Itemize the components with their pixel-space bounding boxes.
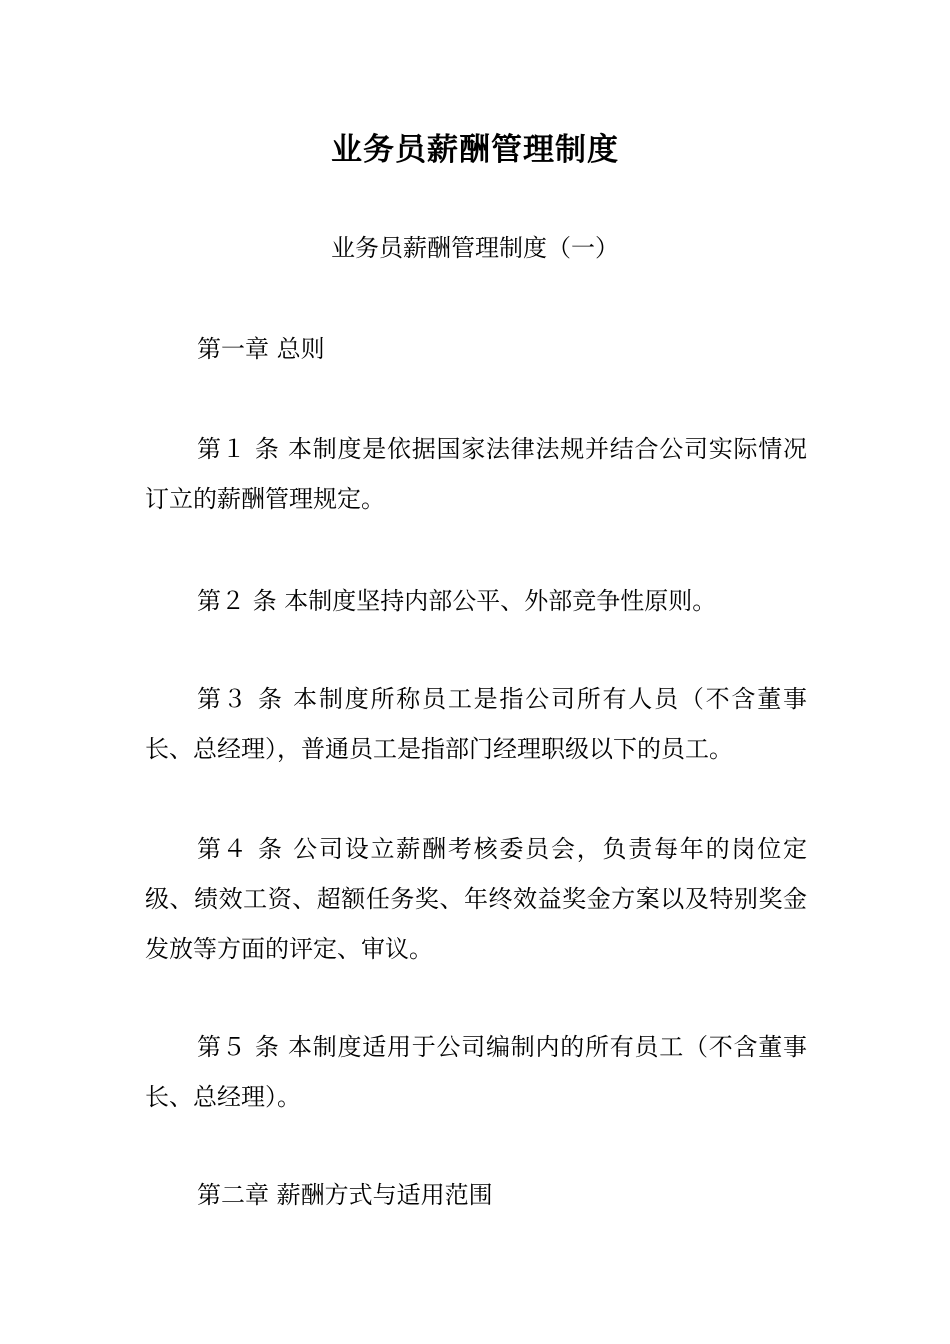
chapter-heading-2: 第二章 薪酬方式与适用范围 [197, 1181, 493, 1209]
article-4: 第４ 条 公司设立薪酬考核委员会，负责每年的岗位定级、绩效工资、超额任务奖、年终效益奖金方案以及特别奖金发放等方面的评定、审议。 [145, 835, 807, 963]
document-subtitle: 业务员薪酬管理制度（一） [331, 234, 619, 262]
article-5: 第５ 条 本制度适用于公司编制内的所有员工（不含董事长、总经理）。 [145, 1033, 807, 1111]
article-3: 第３ 条 本制度所称员工是指公司所有人员（不含董事长、总经理），普通员工是指部门经理职级以下的员工。 [145, 685, 807, 763]
document-title: 业务员薪酬管理制度 [331, 132, 619, 168]
chapter-heading-1: 第一章 总则 [197, 335, 325, 363]
article-2: 第２ 条 本制度坚持内部公平、外部竞争性原则。 [197, 587, 717, 615]
article-1: 第１ 条 本制度是依据国家法律法规并结合公司实际情况订立的薪酬管理规定。 [145, 435, 807, 513]
